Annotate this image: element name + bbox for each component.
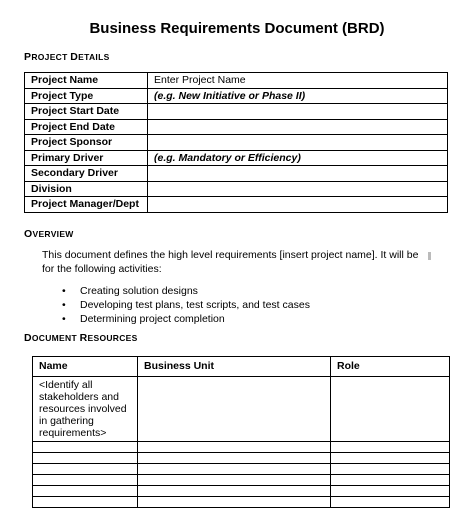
table-row <box>33 497 450 508</box>
table-row <box>33 464 450 475</box>
document-resources-heading <box>24 332 138 344</box>
role-cell[interactable] <box>331 475 450 486</box>
project-details-heading <box>24 51 110 63</box>
business-unit-cell[interactable] <box>138 486 331 497</box>
business-unit-cell[interactable] <box>138 475 331 486</box>
heading-part: ESOURCES <box>87 333 138 343</box>
name-cell[interactable] <box>33 486 138 497</box>
role-cell[interactable] <box>331 464 450 475</box>
table-row <box>25 166 448 182</box>
list-item <box>62 298 310 312</box>
bullet-icon: • <box>62 299 66 311</box>
document-resources-table <box>32 356 450 508</box>
overview-line: for the following activities: <box>42 263 162 275</box>
name-cell[interactable] <box>33 497 138 508</box>
row-label: Project Start Date <box>25 104 148 120</box>
project-type-field[interactable]: (e.g. New Initiative or Phase II) <box>148 88 448 104</box>
table-row <box>33 475 450 486</box>
table-row <box>25 150 448 166</box>
table-row <box>33 442 450 453</box>
row-label: Project Type <box>25 88 148 104</box>
role-cell[interactable] <box>331 377 450 442</box>
row-label: Project Sponsor <box>25 135 148 151</box>
row-label: Primary Driver <box>25 150 148 166</box>
role-cell[interactable] <box>331 486 450 497</box>
overview-line: This document defines the high level requirements [insert project name]. It will be <box>42 249 419 261</box>
text-cursor-mark <box>428 252 431 260</box>
heading-initial: R <box>79 332 88 344</box>
column-header-business-unit: Business Unit <box>138 357 331 377</box>
table-row <box>33 453 450 464</box>
table-header-row <box>33 357 450 377</box>
division-field[interactable] <box>148 181 448 197</box>
table-row <box>25 119 448 135</box>
row-label: Project End Date <box>25 119 148 135</box>
list-item-text: Developing test plans, test scripts, and test cases <box>80 299 310 311</box>
document-title: Business Requirements Document (BRD) <box>89 20 385 37</box>
row-label: Project Name <box>25 73 148 89</box>
table-row <box>33 486 450 497</box>
role-cell[interactable] <box>331 453 450 464</box>
table-row <box>33 377 450 442</box>
bullet-icon: • <box>62 313 66 325</box>
heading-initial: O <box>24 228 33 240</box>
overview-heading <box>24 228 74 240</box>
name-cell[interactable] <box>33 442 138 453</box>
primary-driver-field[interactable]: (e.g. Mandatory or Efficiency) <box>148 150 448 166</box>
bullet-icon: • <box>62 285 66 297</box>
table-row <box>25 197 448 213</box>
project-details-table <box>24 72 448 213</box>
row-label: Division <box>25 181 148 197</box>
table-row <box>25 104 448 120</box>
list-item <box>62 284 310 298</box>
name-cell[interactable] <box>33 464 138 475</box>
secondary-driver-field[interactable] <box>148 166 448 182</box>
business-unit-cell[interactable] <box>138 377 331 442</box>
name-cell[interactable] <box>33 453 138 464</box>
column-header-name: Name <box>33 357 138 377</box>
heading-initial: P <box>24 51 32 63</box>
heading-part: OCUMENT <box>31 333 80 343</box>
heading-part: ROJECT <box>31 52 71 62</box>
project-sponsor-field[interactable] <box>148 135 448 151</box>
business-unit-cell[interactable] <box>138 453 331 464</box>
project-start-date-field[interactable] <box>148 104 448 120</box>
table-row <box>25 73 448 89</box>
name-cell[interactable] <box>33 475 138 486</box>
heading-part: VERVIEW <box>32 229 74 239</box>
heading-part: ETAILS <box>78 52 110 62</box>
name-cell[interactable]: <Identify all stakeholders and resources involved in gathering requirements> <box>33 377 138 442</box>
heading-initial: D <box>24 332 32 344</box>
business-unit-cell[interactable] <box>138 464 331 475</box>
business-unit-cell[interactable] <box>138 497 331 508</box>
project-name-field[interactable]: Enter Project Name <box>148 73 448 89</box>
role-cell[interactable] <box>331 497 450 508</box>
row-label: Secondary Driver <box>25 166 148 182</box>
heading-initial: D <box>70 51 79 63</box>
business-unit-cell[interactable] <box>138 442 331 453</box>
list-item-text: Determining project completion <box>80 313 225 325</box>
column-header-role: Role <box>331 357 450 377</box>
list-item-text: Creating solution designs <box>80 285 198 297</box>
project-end-date-field[interactable] <box>148 119 448 135</box>
row-label: Project Manager/Dept <box>25 197 148 213</box>
overview-paragraph[interactable] <box>42 248 432 276</box>
table-row <box>25 88 448 104</box>
project-manager-field[interactable] <box>148 197 448 213</box>
table-row <box>25 135 448 151</box>
list-item <box>62 312 310 326</box>
table-row <box>25 181 448 197</box>
role-cell[interactable] <box>331 442 450 453</box>
overview-bullet-list <box>62 284 310 326</box>
